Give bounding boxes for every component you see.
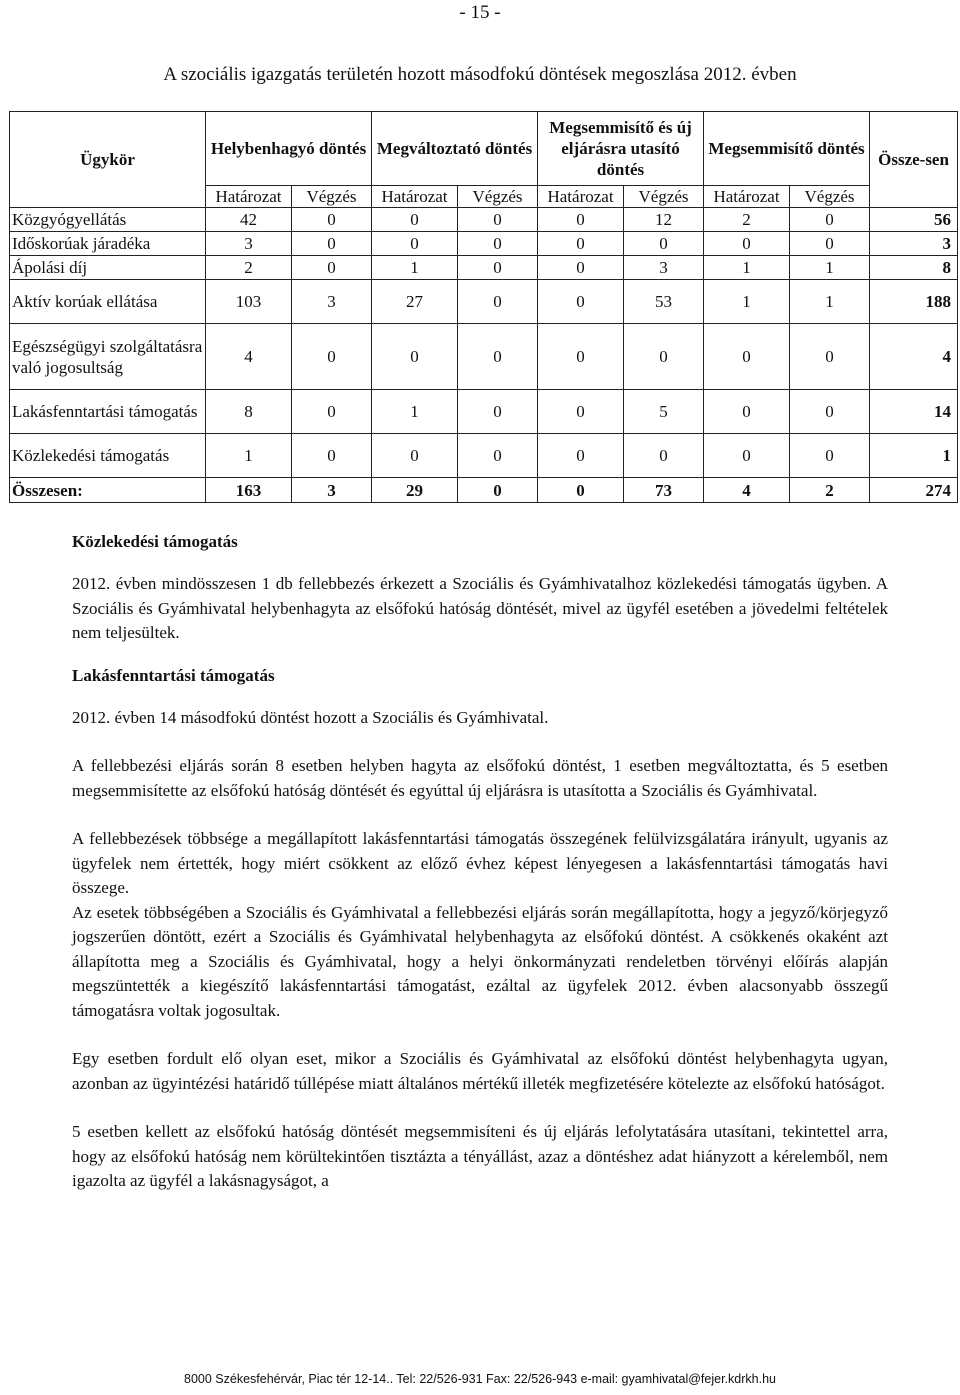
row-label: Közgyógyellátás	[10, 208, 206, 232]
table-cell: 0	[790, 208, 870, 232]
section-heading-lakasfenntartasi: Lakásfenntartási támogatás	[72, 665, 275, 685]
table-cell: 0	[538, 478, 624, 503]
table-cell: 1	[372, 390, 458, 434]
table-cell: 53	[624, 280, 704, 324]
table-row	[10, 208, 958, 232]
table-cell: 0	[372, 232, 458, 256]
table-cell: 3	[292, 478, 372, 503]
header-hatarozat: Határozat	[206, 186, 292, 208]
table-cell: 0	[292, 434, 372, 478]
header-group-megvaltoztato: Megváltoztató döntés	[372, 112, 538, 186]
grand-total: 274	[870, 478, 958, 503]
row-total: 188	[870, 280, 958, 324]
table-cell: 0	[292, 208, 372, 232]
paragraph: 2012. évben mindösszesen 1 db fellebbezés érkezett a Szociális és Gyámhivatalhoz közlekedési támogatás ügyben. A Szociális és Gyámhivatal helybenhagyta az elsőfokú hatóság döntését, mivel az ügyfél esetében a jövedelmi feltételek nem teljesültek.	[72, 574, 888, 642]
table-cell: 29	[372, 478, 458, 503]
table-cell: 0	[372, 324, 458, 390]
table-cell: 0	[790, 434, 870, 478]
table-cell: 3	[206, 232, 292, 256]
paragraph: 5 esetben kellett az elsőfokú hatóság döntését megsemmisíteni és új eljárás lefolytatására utasítani, tekintettel arra, hogy az elsőfokú hatóság nem körültekintően tisztázta a tényállást, azaz a döntéshez adat hiányzott a kérelemből, nem igazolta az ügyfél a lakásnagyságot, a	[72, 1122, 888, 1190]
paragraph: 2012. évben 14 másodfokú döntést hozott a Szociális és Gyámhivatal.	[72, 707, 549, 727]
table-cell: 4	[704, 478, 790, 503]
table-cell: 1	[372, 256, 458, 280]
table-cell: 0	[458, 232, 538, 256]
table-cell: 0	[292, 256, 372, 280]
table-cell: 163	[206, 478, 292, 503]
header-group-megsemmisito: Megsemmisítő döntés	[704, 112, 870, 186]
body-content	[72, 530, 888, 1194]
table-cell: 5	[624, 390, 704, 434]
table-cell: 0	[458, 434, 538, 478]
table-cell: 73	[624, 478, 704, 503]
header-vegzes: Végzés	[790, 186, 870, 208]
table-cell: 2	[790, 478, 870, 503]
table-cell: 0	[458, 390, 538, 434]
table-cell: 0	[292, 324, 372, 390]
table-cell: 3	[624, 256, 704, 280]
header-group-megsemmisito-uj: Megsemmisítő és új eljárásra utasító döntés	[538, 112, 704, 186]
table-cell: 0	[538, 256, 624, 280]
header-vegzes: Végzés	[624, 186, 704, 208]
row-total: 4	[870, 324, 958, 390]
table-cell: 0	[624, 434, 704, 478]
paragraph: Egy esetben fordult elő olyan eset, mikor a Szociális és Gyámhivatal az elsőfokú döntést helybenhagyta ugyan, azonban az ügyintézési határidő túllépése miatt általános mértékű illeték megfizetésére kötelezte az elsőfokú hatóságot.	[72, 1049, 888, 1093]
row-total: 56	[870, 208, 958, 232]
table-cell: 0	[292, 232, 372, 256]
table-cell: 0	[538, 280, 624, 324]
table-cell: 0	[704, 324, 790, 390]
table-row	[10, 324, 958, 390]
table-cell: 0	[292, 390, 372, 434]
table-cell: 0	[458, 324, 538, 390]
row-total: 14	[870, 390, 958, 434]
table-cell: 4	[206, 324, 292, 390]
table-cell: 1	[704, 280, 790, 324]
section-heading-kozlekedesi: Közlekedési támogatás	[72, 532, 238, 551]
row-label: Ápolási díj	[10, 256, 206, 280]
table-cell: 0	[790, 324, 870, 390]
table-cell: 2	[704, 208, 790, 232]
paragraph: Az esetek többségében a Szociális és Gyámhivatal a fellebbezési eljárás során megállapította, hogy a jegyző/körjegyző jogszerűen döntött, ezért a Szociális és Gyámhivatal helybenhagyta az elsőfokú döntést. A csökkenés okaként azt állapította meg a Szociális és Gyámhivatal, hogy a helyi önkormányzati rendeletben törvényi előírás alapján megszüntették a kiegészítő lakásfenntartási támogatást, ezáltal az ügyfelek 2012. évben alacsonyabb összegű támogatásra voltak jogosultak.	[72, 902, 888, 1020]
row-label: Közlekedési támogatás	[10, 434, 206, 478]
table-cell: 0	[458, 256, 538, 280]
table-cell: 0	[458, 478, 538, 503]
row-label: Időskorúak járadéka	[10, 232, 206, 256]
decisions-table	[9, 111, 958, 503]
table-cell: 0	[790, 232, 870, 256]
table-cell: 2	[206, 256, 292, 280]
page-number: - 15 -	[459, 2, 501, 23]
table-cell: 8	[206, 390, 292, 434]
row-label: Lakásfenntartási támogatás	[10, 390, 206, 434]
row-total: 3	[870, 232, 958, 256]
table-cell: 0	[538, 324, 624, 390]
table-cell: 3	[292, 280, 372, 324]
table-cell: 0	[538, 232, 624, 256]
table-cell: 0	[538, 434, 624, 478]
table-row	[10, 434, 958, 478]
document-title: A szociális igazgatás területén hozott másodfokú döntések megoszlása 2012. évben	[163, 64, 797, 85]
row-label: Aktív korúak ellátása	[10, 280, 206, 324]
table-cell: 0	[790, 390, 870, 434]
table-cell: 0	[372, 434, 458, 478]
page-footer: 8000 Székesfehérvár, Piac tér 12-14.. Tel: 22/526-931 Fax: 22/526-943 e-mail: gyamhivatal@fejer.kdrkh.hu	[184, 1372, 776, 1386]
table-row	[10, 256, 958, 280]
header-group-helybenhagyo: Helybenhagyó döntés	[206, 112, 372, 186]
header-hatarozat: Határozat	[372, 186, 458, 208]
table-cell: 1	[704, 256, 790, 280]
table-cell: 0	[704, 390, 790, 434]
table-cell: 0	[704, 232, 790, 256]
row-total: 8	[870, 256, 958, 280]
header-ugykor: Ügykör	[10, 112, 206, 208]
row-label: Egészségügyi szolgáltatásra való jogosultság	[10, 324, 206, 390]
header-hatarozat: Határozat	[538, 186, 624, 208]
table-cell: 0	[538, 390, 624, 434]
table-cell: 0	[624, 324, 704, 390]
table-cell: 0	[704, 434, 790, 478]
table-cell: 1	[790, 256, 870, 280]
table-cell: 0	[538, 208, 624, 232]
table-cell: 42	[206, 208, 292, 232]
header-vegzes: Végzés	[292, 186, 372, 208]
table-total-row	[10, 478, 958, 503]
table-row	[10, 232, 958, 256]
table-cell: 1	[206, 434, 292, 478]
paragraph: A fellebbezési eljárás során 8 esetben helyben hagyta az elsőfokú döntést, 1 esetben megváltoztatta, és 5 esetben megsemmisítette az elsőfokú hatóság döntését és egyúttal új eljárásra is utasította a Szociális és Gyámhivatal.	[72, 756, 888, 800]
table-cell: 1	[790, 280, 870, 324]
table-cell: 0	[458, 208, 538, 232]
paragraph: A fellebbezések többsége a megállapított lakásfenntartási támogatás összegének felülvizsgálatára irányult, ugyanis az ügyfelek nem értették, hogy miért csökkent az előző évhez képest lényegesen a lakásfenntartási támogatás havi összege.	[72, 829, 888, 897]
table-row	[10, 280, 958, 324]
table-cell: 27	[372, 280, 458, 324]
table-cell: 0	[372, 208, 458, 232]
total-label: Összesen:	[10, 478, 206, 503]
header-vegzes: Végzés	[458, 186, 538, 208]
table-row	[10, 390, 958, 434]
table-cell: 0	[624, 232, 704, 256]
header-osszesen: Össze-sen	[870, 112, 958, 208]
row-total: 1	[870, 434, 958, 478]
table-cell: 12	[624, 208, 704, 232]
table-cell: 0	[458, 280, 538, 324]
table-cell: 103	[206, 280, 292, 324]
header-hatarozat: Határozat	[704, 186, 790, 208]
